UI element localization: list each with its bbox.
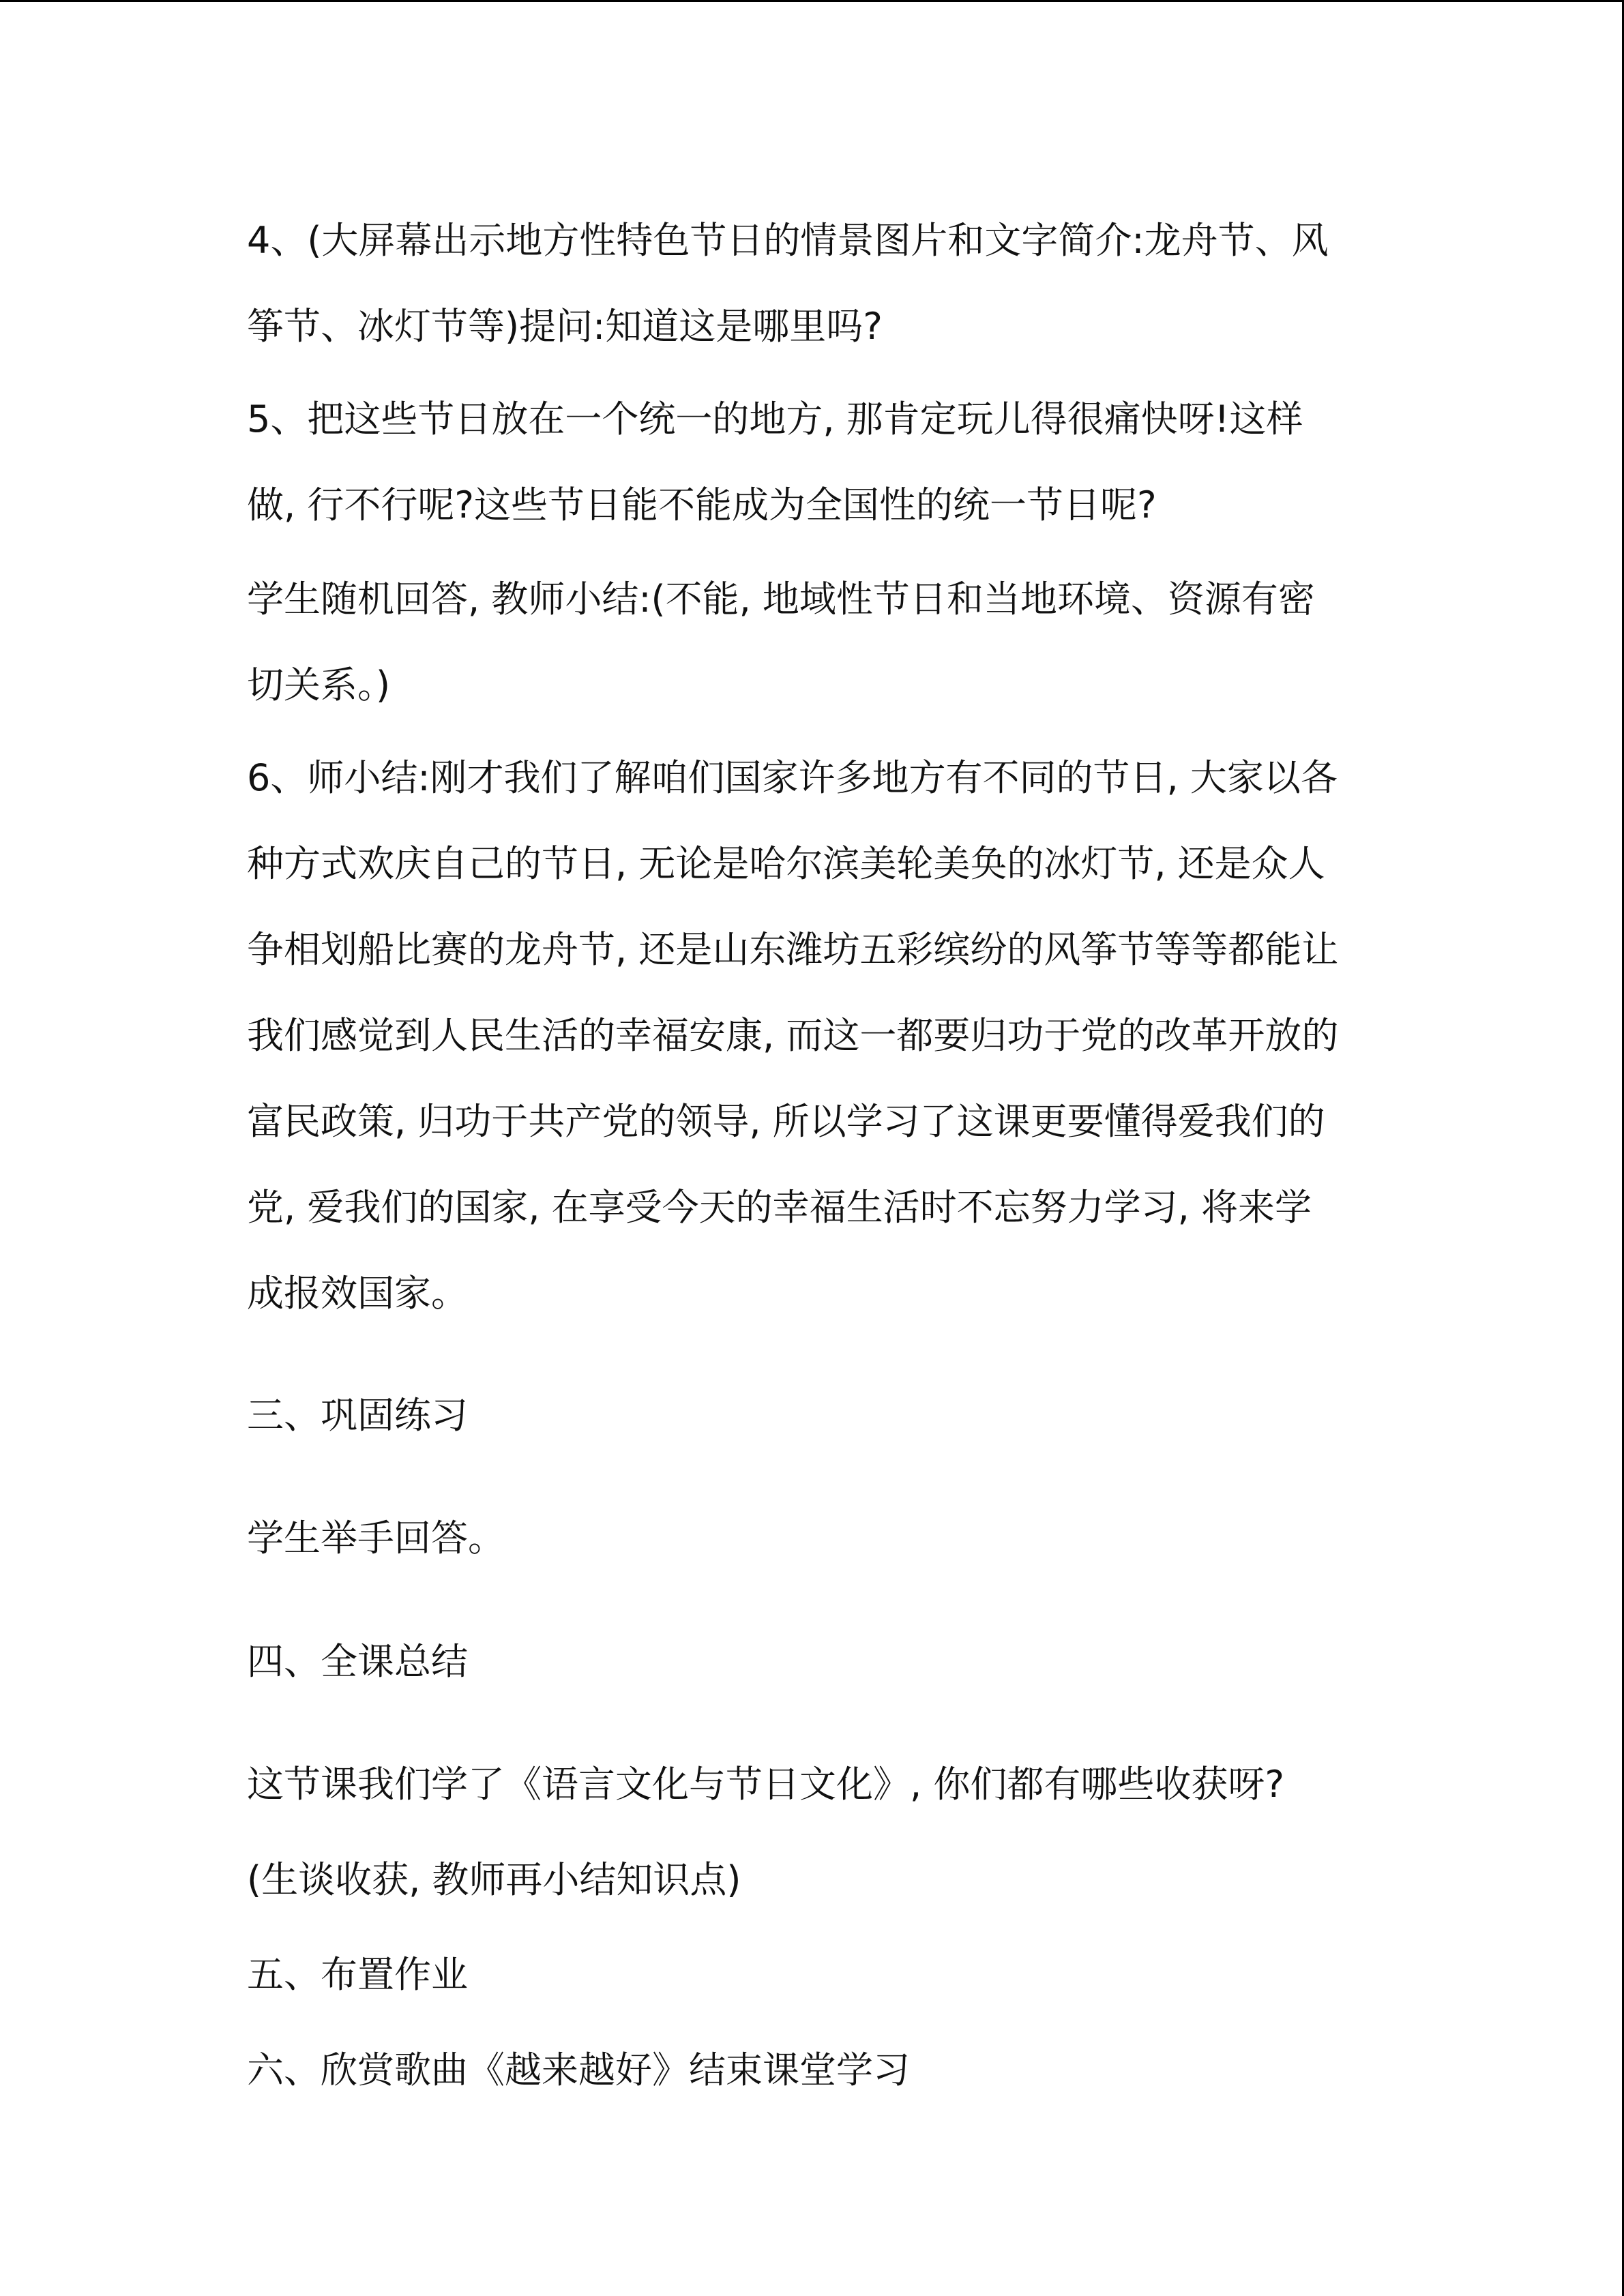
paragraph-line: 种方式欢庆自己的节日, 无论是哈尔滨美轮美奂的冰灯节, 还是众人 — [247, 842, 1325, 885]
section-heading: 五、布置作业 — [247, 1953, 468, 1996]
paragraph-line: 富民政策, 归功于共产党的领导, 所以学习了这课更要懂得爱我们的 — [247, 1100, 1325, 1143]
paragraph-line: 学生随机回答, 教师小结:(不能, 地域性节日和当地环境、资源有密 — [247, 578, 1315, 621]
section-heading: 六、欣赏歌曲《越来越好》结束课堂学习 — [247, 2048, 910, 2091]
paragraph-line: 筝节、冰灯节等)提问:知道这是哪里吗? — [247, 305, 883, 348]
paragraph-line: (生谈收获, 教师再小结知识点) — [247, 1858, 741, 1901]
paragraph-line: 党, 爱我们的国家, 在享受今天的幸福生活时不忘努力学习, 将来学 — [247, 1186, 1312, 1229]
paragraph-line: 成报效国家。 — [247, 1272, 468, 1315]
paragraph-line: 做, 行不行呢?这些节日能不能成为全国性的统一节日呢? — [247, 483, 1157, 526]
paragraph-line: 学生举手回答。 — [247, 1517, 505, 1560]
paragraph-line: 这节课我们学了《语言文化与节日文化》, 你们都有哪些收获呀? — [247, 1763, 1284, 1806]
paragraph-line: 争相划船比赛的龙舟节, 还是山东潍坊五彩缤纷的风筝节等等都能让 — [247, 928, 1339, 971]
paragraph-line: 4、(大屏幕出示地方性特色节日的情景图片和文字简介:龙舟节、风 — [247, 219, 1329, 262]
paragraph-line: 我们感觉到人民生活的幸福安康, 而这一都要归功于党的改革开放的 — [247, 1014, 1339, 1057]
paragraph-line: 5、把这些节日放在一个统一的地方, 那肯定玩儿得很痛快呀!这样 — [247, 398, 1303, 441]
paragraph-line: 6、师小结:刚才我们了解咱们国家许多地方有不同的节日, 大家以各 — [247, 756, 1338, 799]
section-heading: 三、巩固练习 — [247, 1394, 468, 1437]
paragraph-line: 切关系。) — [247, 664, 391, 706]
section-heading: 四、全课总结 — [247, 1640, 468, 1683]
